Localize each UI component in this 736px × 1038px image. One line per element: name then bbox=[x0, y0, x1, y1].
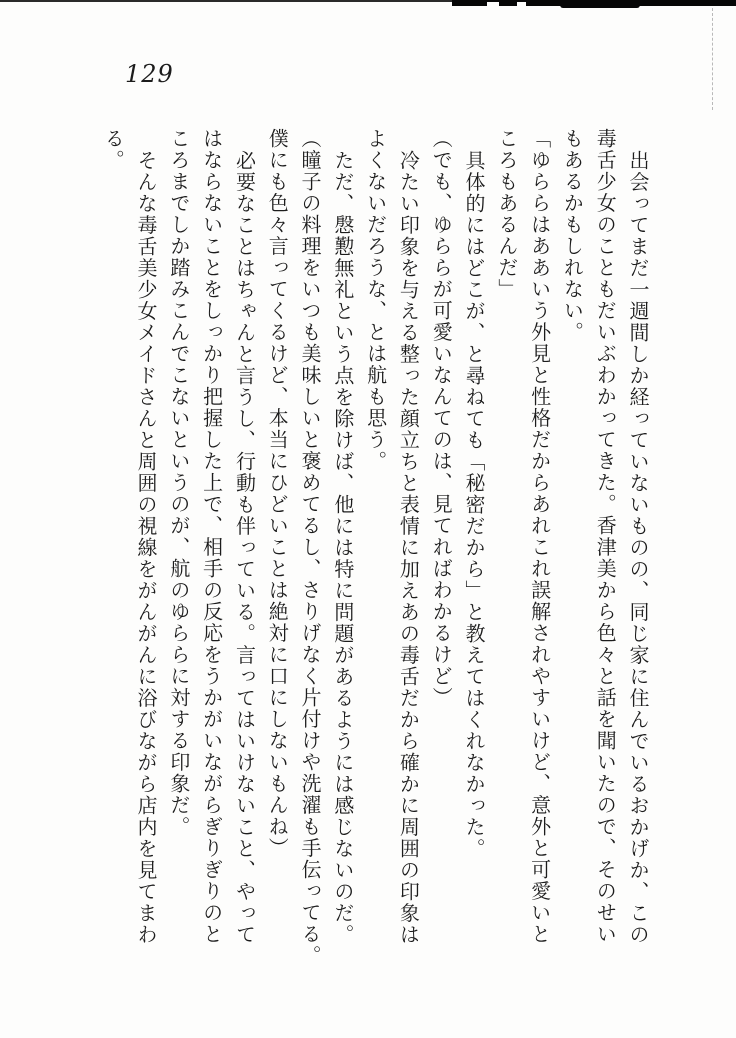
text-line: 具体的にはどこが、と尋ねても「秘密だから」と教えてはくれなかった。 bbox=[462, 149, 487, 859]
text-line: （瞳子の料理をいつも美味しいと褒めてるし、さりげなく片付けや洗濯も手伝ってる。 bbox=[298, 128, 323, 967]
text-line: ただ、慇懃無礼という点を除けば、他には特に問題があるようには感じないのだ。 bbox=[330, 149, 355, 945]
main-text-block bbox=[96, 128, 654, 980]
text-line: 必要なことはちゃんと言うし、行動も伴っている。言ってはいけないこと、やって bbox=[232, 149, 257, 945]
text-line: ころまでしか踏みこんでこないというのが、航のゆららに対する印象だ。 bbox=[166, 128, 191, 838]
text-line: よくないだろうな、とは航も思う。 bbox=[363, 128, 388, 472]
text-line: 毒舌少女のこともだいぶわかってきた。香津美から色々と話を聞いたので、そのせい bbox=[593, 128, 618, 945]
scan-edge-artifact-blob bbox=[560, 0, 640, 8]
text-line: もあるかもしれない。 bbox=[560, 128, 585, 343]
text-line: はならないことをしっかり把握した上で、相手の反応をうかがいながらぎりぎりのと bbox=[199, 128, 224, 945]
text-line: ころもあるんだ」 bbox=[494, 128, 519, 300]
scan-edge-gap bbox=[487, 2, 499, 8]
text-line: 出会ってまだ一週間しか経っていないものの、同じ家に住んでいるおかげか、この bbox=[626, 149, 650, 945]
text-line: 冷たい印象を与える整った顔立ちと表情に加えあの毒舌だから確かに周囲の印象は bbox=[396, 149, 421, 945]
page-number: 129 bbox=[125, 60, 174, 88]
scan-dashed-line-artifact bbox=[712, 8, 713, 110]
scan-edge-gap bbox=[517, 2, 526, 8]
text-line: 「ゆららはああいう外見と性格だからあれこれ誤解されやすいけど、意外と可愛いと bbox=[527, 128, 552, 945]
text-line: そんな毒舌美少女メイドさんと周囲の視線をがんがんに浴びながら店内を見てまわ bbox=[134, 149, 159, 945]
text-line: （でも、ゆららが可愛いなんてのは、見てればわかるけど） bbox=[429, 128, 454, 709]
text-line: る。 bbox=[101, 128, 126, 171]
text-line: 僕にも色々言ってくるけど、本当にひどいことは絶対に口にしないもんね） bbox=[265, 128, 290, 859]
